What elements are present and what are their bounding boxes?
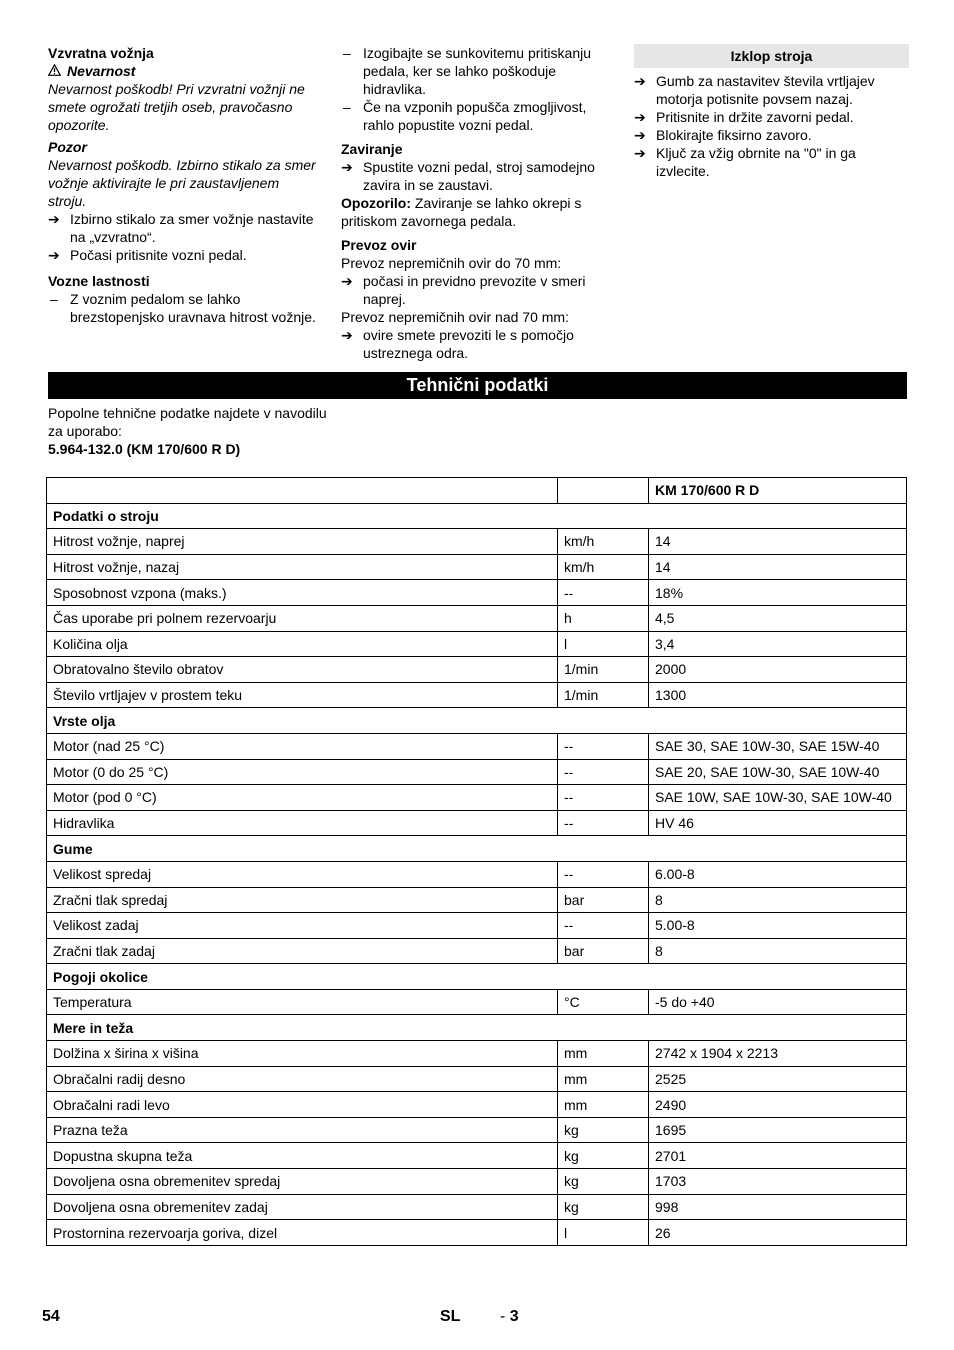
table-row xyxy=(47,580,907,606)
value-cell: SAE 30, SAE 10W-30, SAE 15W-40 xyxy=(649,733,907,759)
section-cell: Podatki o stroju xyxy=(47,503,907,529)
table-row xyxy=(47,938,907,964)
param-cell: Čas uporabe pri polnem rezervoarju xyxy=(47,605,558,631)
unit-cell: mm xyxy=(558,1041,649,1067)
obstacles-low: Prevoz nepremičnih ovir do 70 mm: xyxy=(341,255,562,271)
param-cell: Prostornina rezervoarja goriva, dizel xyxy=(47,1220,558,1246)
param-cell: Motor (pod 0 °C) xyxy=(47,785,558,811)
table-row xyxy=(47,554,907,580)
obstacles-title: Prevoz ovir xyxy=(341,237,417,253)
arrow-right-icon: ➔ xyxy=(634,145,646,161)
unit-cell: °C xyxy=(558,989,649,1015)
step-item: ➔ Počasi pritisnite vozni pedal. xyxy=(48,247,247,263)
value-cell: 2000 xyxy=(649,657,907,683)
step-item: ➔ Blokirajte fiksirno zavoro. xyxy=(634,127,812,143)
section-banner: Tehnični podatki xyxy=(48,372,907,399)
table-row xyxy=(47,682,907,708)
danger-label: Nevarnost xyxy=(67,63,136,79)
table-row xyxy=(47,529,907,555)
table-section-row xyxy=(47,836,907,862)
intro-code: 5.964-132.0 (KM 170/600 R D) xyxy=(48,441,241,457)
unit-cell: kg xyxy=(558,1117,649,1143)
value-cell: SAE 20, SAE 10W-30, SAE 10W-40 xyxy=(649,759,907,785)
value-cell: 2701 xyxy=(649,1143,907,1169)
step-item: ➔ ovire smete prevoziti le s pomočjo ustreznega odra. xyxy=(341,327,574,361)
value-cell: 1695 xyxy=(649,1117,907,1143)
param-cell: Dovoljena osna obremenitev zadaj xyxy=(47,1194,558,1220)
param-cell: Prazna teža xyxy=(47,1117,558,1143)
param-cell: Velikost zadaj xyxy=(47,913,558,939)
unit-cell: mm xyxy=(558,1092,649,1118)
unit-cell: l xyxy=(558,1220,649,1246)
unit-cell: kg xyxy=(558,1194,649,1220)
braking-title: Zaviranje xyxy=(341,141,403,157)
sub-page: - 3 xyxy=(500,1308,519,1325)
unit-cell: -- xyxy=(558,810,649,836)
unit-cell: bar xyxy=(558,887,649,913)
step-item: ➔ Gumb za nastavitev števila vrtljajev motorja potisnite povsem nazaj. xyxy=(634,73,875,107)
value-cell: 26 xyxy=(649,1220,907,1246)
reverse-title: Vzvratna vožnja xyxy=(48,45,154,61)
step-item: ➔ počasi in previdno prevozite v smeri naprej. xyxy=(341,273,586,307)
column-middle xyxy=(341,44,615,362)
arrow-right-icon: ➔ xyxy=(341,159,353,175)
table-row xyxy=(47,657,907,683)
param-cell: Obračalni radi levo xyxy=(47,1092,558,1118)
unit-cell: km/h xyxy=(558,554,649,580)
table-row xyxy=(47,1143,907,1169)
unit-cell: -- xyxy=(558,733,649,759)
table-row xyxy=(47,605,907,631)
table-row xyxy=(47,759,907,785)
value-cell: 8 xyxy=(649,887,907,913)
header-cell xyxy=(47,478,558,504)
note-paragraph xyxy=(341,194,615,230)
table-section-row xyxy=(47,1015,907,1041)
value-cell: 14 xyxy=(649,529,907,555)
danger-text: Nevarnost poškodb! Pri vzvratni vožnji ne smete ogrožati tretjih oseb, pravočasno opozorite. xyxy=(48,81,305,133)
value-cell: 2490 xyxy=(649,1092,907,1118)
param-cell: Dovoljena osna obremenitev spredaj xyxy=(47,1169,558,1195)
table-row xyxy=(47,1194,907,1220)
obstacles-high: Prevoz nepremičnih ovir nad 70 mm: xyxy=(341,309,569,325)
spec-table xyxy=(46,477,907,1246)
param-cell: Dopustna skupna teža xyxy=(47,1143,558,1169)
param-cell: Motor (0 do 25 °C) xyxy=(47,759,558,785)
param-cell: Hidravlika xyxy=(47,810,558,836)
caution-text: Nevarnost poškodb. Izbirno stikalo za smer vožnje aktivirajte le pri zaustavljenem stroju. xyxy=(48,157,316,209)
arrow-right-icon: ➔ xyxy=(634,109,646,125)
unit-cell: kg xyxy=(558,1143,649,1169)
table-row xyxy=(47,785,907,811)
param-cell: Obračalni radij desno xyxy=(47,1066,558,1092)
value-cell: HV 46 xyxy=(649,810,907,836)
unit-cell: -- xyxy=(558,861,649,887)
unit-cell: mm xyxy=(558,1066,649,1092)
arrow-right-icon: ➔ xyxy=(634,127,646,143)
step-item: ➔ Izbirno stikalo za smer vožnje nastavite na „vzvratno“. xyxy=(48,211,314,245)
value-cell: 1300 xyxy=(649,682,907,708)
table-row xyxy=(47,631,907,657)
value-cell: 2742 x 1904 x 2213 xyxy=(649,1041,907,1067)
column-right xyxy=(634,44,909,180)
param-cell: Temperatura xyxy=(47,989,558,1015)
unit-cell: km/h xyxy=(558,529,649,555)
driving-title: Vozne lastnosti xyxy=(48,273,150,289)
dash-item: – Z voznim pedalom se lahko brezstopenjsko uravnava hitrost vožnje. xyxy=(50,291,316,325)
step-item: ➔ Ključ za vžig obrnite na "0" in ga izvlecite. xyxy=(634,145,856,179)
language-code: SL xyxy=(440,1308,461,1325)
value-cell: 6.00-8 xyxy=(649,861,907,887)
note-label: Opozorilo: xyxy=(341,195,411,211)
value-cell: 18% xyxy=(649,580,907,606)
param-cell: Število vrtljajev v prostem teku xyxy=(47,682,558,708)
step-item: ➔ Spustite vozni pedal, stroj samodejno zavira in se zaustavi. xyxy=(341,159,595,193)
section-cell: Vrste olja xyxy=(47,708,907,734)
unit-cell: -- xyxy=(558,580,649,606)
table-section-row xyxy=(47,708,907,734)
section-cell: Mere in teža xyxy=(47,1015,907,1041)
warning-triangle-icon xyxy=(48,62,61,80)
unit-cell: 1/min xyxy=(558,682,649,708)
column-left xyxy=(48,44,320,326)
value-cell: 8 xyxy=(649,938,907,964)
table-row xyxy=(47,887,907,913)
dash-item: – Izogibajte se sunkovitemu pritiskanju pedala, ker se lahko poškoduje hidravlika. xyxy=(343,45,592,97)
arrow-right-icon: ➔ xyxy=(48,211,60,227)
table-row xyxy=(47,1041,907,1067)
arrow-right-icon: ➔ xyxy=(48,247,60,263)
intro-text: Popolne tehnične podatke najdete v navodilu za uporabo: xyxy=(48,405,327,439)
table-section-row xyxy=(47,964,907,990)
param-cell: Motor (nad 25 °C) xyxy=(47,733,558,759)
param-cell: Zračni tlak zadaj xyxy=(47,938,558,964)
unit-cell: kg xyxy=(558,1169,649,1195)
unit-cell: l xyxy=(558,631,649,657)
value-cell: 1703 xyxy=(649,1169,907,1195)
danger-heading xyxy=(48,62,320,80)
table-row xyxy=(47,1092,907,1118)
unit-cell: bar xyxy=(558,938,649,964)
table-row xyxy=(47,1066,907,1092)
value-cell: 998 xyxy=(649,1194,907,1220)
value-cell: 14 xyxy=(649,554,907,580)
page-number: 54 xyxy=(42,1308,60,1325)
value-cell: 4,5 xyxy=(649,605,907,631)
caution-label: Pozor xyxy=(48,139,87,155)
dash-item: – Če na vzponih popušča zmogljivost, rahlo popustite vozni pedal. xyxy=(343,99,587,133)
unit-cell: 1/min xyxy=(558,657,649,683)
arrow-right-icon: ➔ xyxy=(341,327,353,343)
table-row xyxy=(47,1117,907,1143)
param-cell: Hitrost vožnje, naprej xyxy=(47,529,558,555)
section-cell: Pogoji okolice xyxy=(47,964,907,990)
header-cell xyxy=(558,478,649,504)
unit-cell: -- xyxy=(558,785,649,811)
value-cell: SAE 10W, SAE 10W-30, SAE 10W-40 xyxy=(649,785,907,811)
param-cell: Zračni tlak spredaj xyxy=(47,887,558,913)
table-header-row xyxy=(47,478,907,504)
step-item: ➔ Pritisnite in držite zavorni pedal. xyxy=(634,109,854,125)
value-cell: -5 do +40 xyxy=(649,989,907,1015)
shutdown-title: Izklop stroja xyxy=(634,44,909,68)
param-cell: Velikost spredaj xyxy=(47,861,558,887)
arrow-right-icon: ➔ xyxy=(341,273,353,289)
note-text: Zaviranje se lahko okrepi s pritiskom zavornega pedala. xyxy=(341,195,582,229)
section-cell: Gume xyxy=(47,836,907,862)
table-section-row xyxy=(47,503,907,529)
value-cell: 3,4 xyxy=(649,631,907,657)
param-cell: Obratovalno število obratov xyxy=(47,657,558,683)
table-row xyxy=(47,989,907,1015)
value-cell: 5.00-8 xyxy=(649,913,907,939)
table-row xyxy=(47,861,907,887)
table-row xyxy=(47,913,907,939)
param-cell: Hitrost vožnje, nazaj xyxy=(47,554,558,580)
unit-cell: -- xyxy=(558,759,649,785)
table-row xyxy=(47,810,907,836)
table-row xyxy=(47,1169,907,1195)
value-cell: 2525 xyxy=(649,1066,907,1092)
intro xyxy=(48,404,328,458)
table-row xyxy=(47,733,907,759)
arrow-right-icon: ➔ xyxy=(634,73,646,89)
param-cell: Količina olja xyxy=(47,631,558,657)
param-cell: Sposobnost vzpona (maks.) xyxy=(47,580,558,606)
unit-cell: -- xyxy=(558,913,649,939)
header-cell-model: KM 170/600 R D xyxy=(649,478,907,504)
unit-cell: h xyxy=(558,605,649,631)
table-row xyxy=(47,1220,907,1246)
param-cell: Dolžina x širina x višina xyxy=(47,1041,558,1067)
